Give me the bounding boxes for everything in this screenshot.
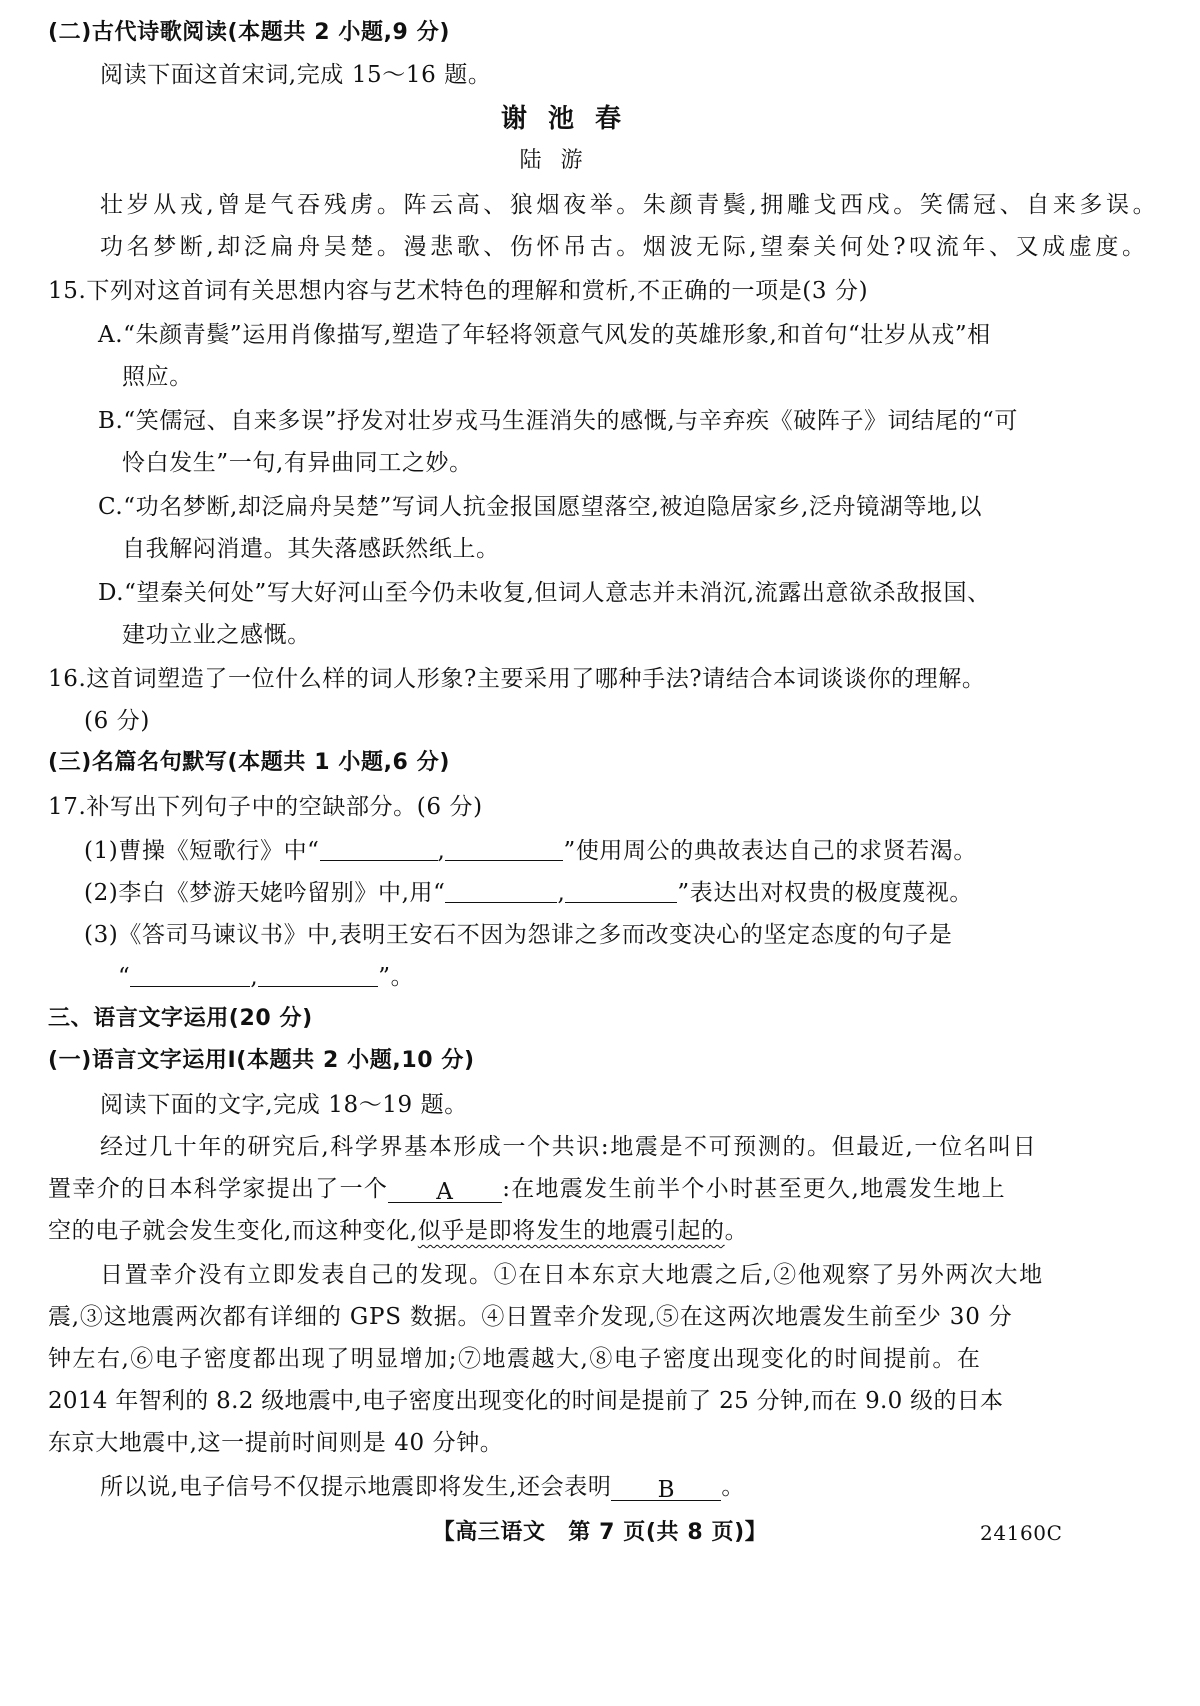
poem-title: 谢 池 春: [500, 104, 628, 134]
section-heading-poetry: (二)古代诗歌阅读(本题共 2 小题,9 分): [48, 20, 450, 45]
passage-p2-line4: 2014 年智利的 8.2 级地震中,电子密度出现变化的时间是提前了 25 分钟,而在 9.0 级的日本: [48, 1388, 1004, 1414]
subsection-heading-language-1: (一)语言文字运用Ⅰ(本题共 2 小题,10 分): [48, 1048, 475, 1073]
q15-option-c-line2: 自我解闷消遣。其失落感跃然纸上。: [122, 536, 500, 562]
p3-prefix: 所以说,电子信号不仅提示地震即将发生,还会表明: [100, 1474, 612, 1500]
q15-option-a-line1: A.“朱颜青鬓”运用肖像描写,塑造了年轻将领意气风发的英雄形象,和首句“壮岁从戎”相: [98, 322, 991, 348]
q15-option-b-line1: B.“笑儒冠、自来多误”抒发对壮岁戎马生涯消失的感慨,与辛弃疾《破阵子》词结尾的“可: [98, 408, 1018, 434]
q17-item-1: [84, 836, 977, 866]
q17-item2-suffix: ”表达出对权贵的极度蔑视。: [677, 880, 973, 906]
q15-stem: 15.下列对这首词有关思想内容与艺术特色的理解和赏析,不正确的一项是(3 分): [48, 278, 869, 304]
q17-item2-prefix: (2)李白《梦游天姥吟留别》中,用“: [84, 880, 446, 906]
q15-option-d-line2: 建功立业之感慨。: [122, 622, 311, 648]
blank-a-label: A: [436, 1179, 455, 1205]
p1-line3-end: 。: [724, 1218, 749, 1244]
q17-item2-blank-1[interactable]: [445, 880, 557, 903]
close-quote: ”。: [378, 964, 415, 990]
blank-b[interactable]: [611, 1478, 721, 1501]
q17-item1-prefix: (1)曹操《短歌行》中“: [84, 838, 320, 864]
blank-a[interactable]: [388, 1180, 502, 1203]
q17-item-3-line2: [118, 962, 414, 992]
passage-p1-line2: [48, 1174, 1006, 1204]
passage-p2-line2: 震,③这地震两次都有详细的 GPS 数据。④日置幸介发现,⑤在这两次地震发生前至少 30 分: [48, 1304, 1013, 1330]
q17-item1-blank-1[interactable]: [320, 838, 438, 861]
open-quote: “: [118, 964, 131, 990]
q17-stem: 17.补写出下列句子中的空缺部分。(6 分): [48, 794, 483, 820]
q16-stem: 16.这首词塑造了一位什么样的词人形象?主要采用了哪种手法?请结合本词谈谈你的理解。: [48, 666, 986, 692]
passage-p3: [100, 1472, 745, 1502]
passage-p1-line3: [48, 1216, 748, 1246]
footer-page-info: 【高三语文 第 7 页(共 8 页)】: [432, 1520, 768, 1545]
q15-option-b-line2: 怜白发生”一句,有异曲同工之妙。: [122, 450, 473, 476]
section-heading-language: 三、语言文字运用(20 分): [48, 1006, 313, 1031]
passage-p2-line5: 东京大地震中,这一提前时间则是 40 分钟。: [48, 1430, 504, 1456]
p1-line2-prefix: 置幸介的日本科学家提出了一个: [48, 1176, 389, 1202]
poem-line-1: 壮岁从戎,曾是气吞残虏。阵云高、狼烟夜举。朱颜青鬓,拥雕戈西戍。笑儒冠、自来多误。: [100, 192, 1160, 218]
q17-item1-suffix: ”使用周公的典故表达自己的求贤若渴。: [563, 838, 978, 864]
poem-author: 陆 游: [519, 148, 589, 173]
p3-end: 。: [721, 1474, 746, 1500]
section-heading-recite: (三)名篇名句默写(本题共 1 小题,6 分): [48, 750, 450, 775]
passage-p1-line1: 经过几十年的研究后,科学界基本形成一个共识:地震是不可预测的。但最近,一位名叫日: [100, 1134, 1038, 1160]
footer-code: 24160C: [980, 1521, 1063, 1545]
q15-option-d-line1: D.“望秦关何处”写大好河山至今仍未收复,但词人意志并未消沉,流露出意欲杀敌报国、: [98, 580, 991, 606]
q17-item1-blank-2[interactable]: [445, 838, 563, 861]
q15-option-c-line1: C.“功名梦断,却泛扁舟吴楚”写词人抗金报国愿望落空,被迫隐居家乡,泛舟镜湖等地,以: [98, 494, 983, 520]
q17-item-2: [84, 878, 973, 908]
language-intro: 阅读下面的文字,完成 18～19 题。: [100, 1092, 468, 1118]
q17-item3-blank-1[interactable]: [130, 964, 250, 987]
p1-line3-prefix: 空的电子就会发生变化,而这种变化,: [48, 1218, 418, 1244]
wavy-underlined-phrase: 似乎是即将发生的地震引起的: [417, 1218, 725, 1244]
comma: ,: [557, 880, 566, 906]
q17-item-3-line1: (3)《答司马谏议书》中,表明王安石不因为怨诽之多而改变决心的坚定态度的句子是: [84, 922, 953, 948]
passage-p2-line1: 日置幸介没有立即发表自己的发现。①在日本东京大地震之后,②他观察了另外两次大地: [100, 1262, 1044, 1288]
q17-item3-blank-2[interactable]: [258, 964, 378, 987]
p1-line2-suffix: :在地震发生前半个小时甚至更久,地震发生地上: [502, 1176, 1006, 1202]
comma: ,: [250, 964, 259, 990]
q16-score: (6 分): [84, 708, 150, 734]
comma: ,: [437, 838, 446, 864]
poem-line-2: 功名梦断,却泛扁舟吴楚。漫悲歌、伤怀吊古。烟波无际,望秦关何处?叹流年、又成虚度。: [100, 234, 1149, 260]
q17-item2-blank-2[interactable]: [565, 880, 677, 903]
poetry-intro: 阅读下面这首宋词,完成 15～16 题。: [100, 62, 492, 88]
blank-b-label: B: [657, 1477, 676, 1503]
passage-p2-line3: 钟左右,⑥电子密度都出现了明显增加;⑦地震越大,⑧电子密度出现变化的时间提前。在: [48, 1346, 982, 1372]
q15-option-a-line2: 照应。: [122, 364, 193, 390]
